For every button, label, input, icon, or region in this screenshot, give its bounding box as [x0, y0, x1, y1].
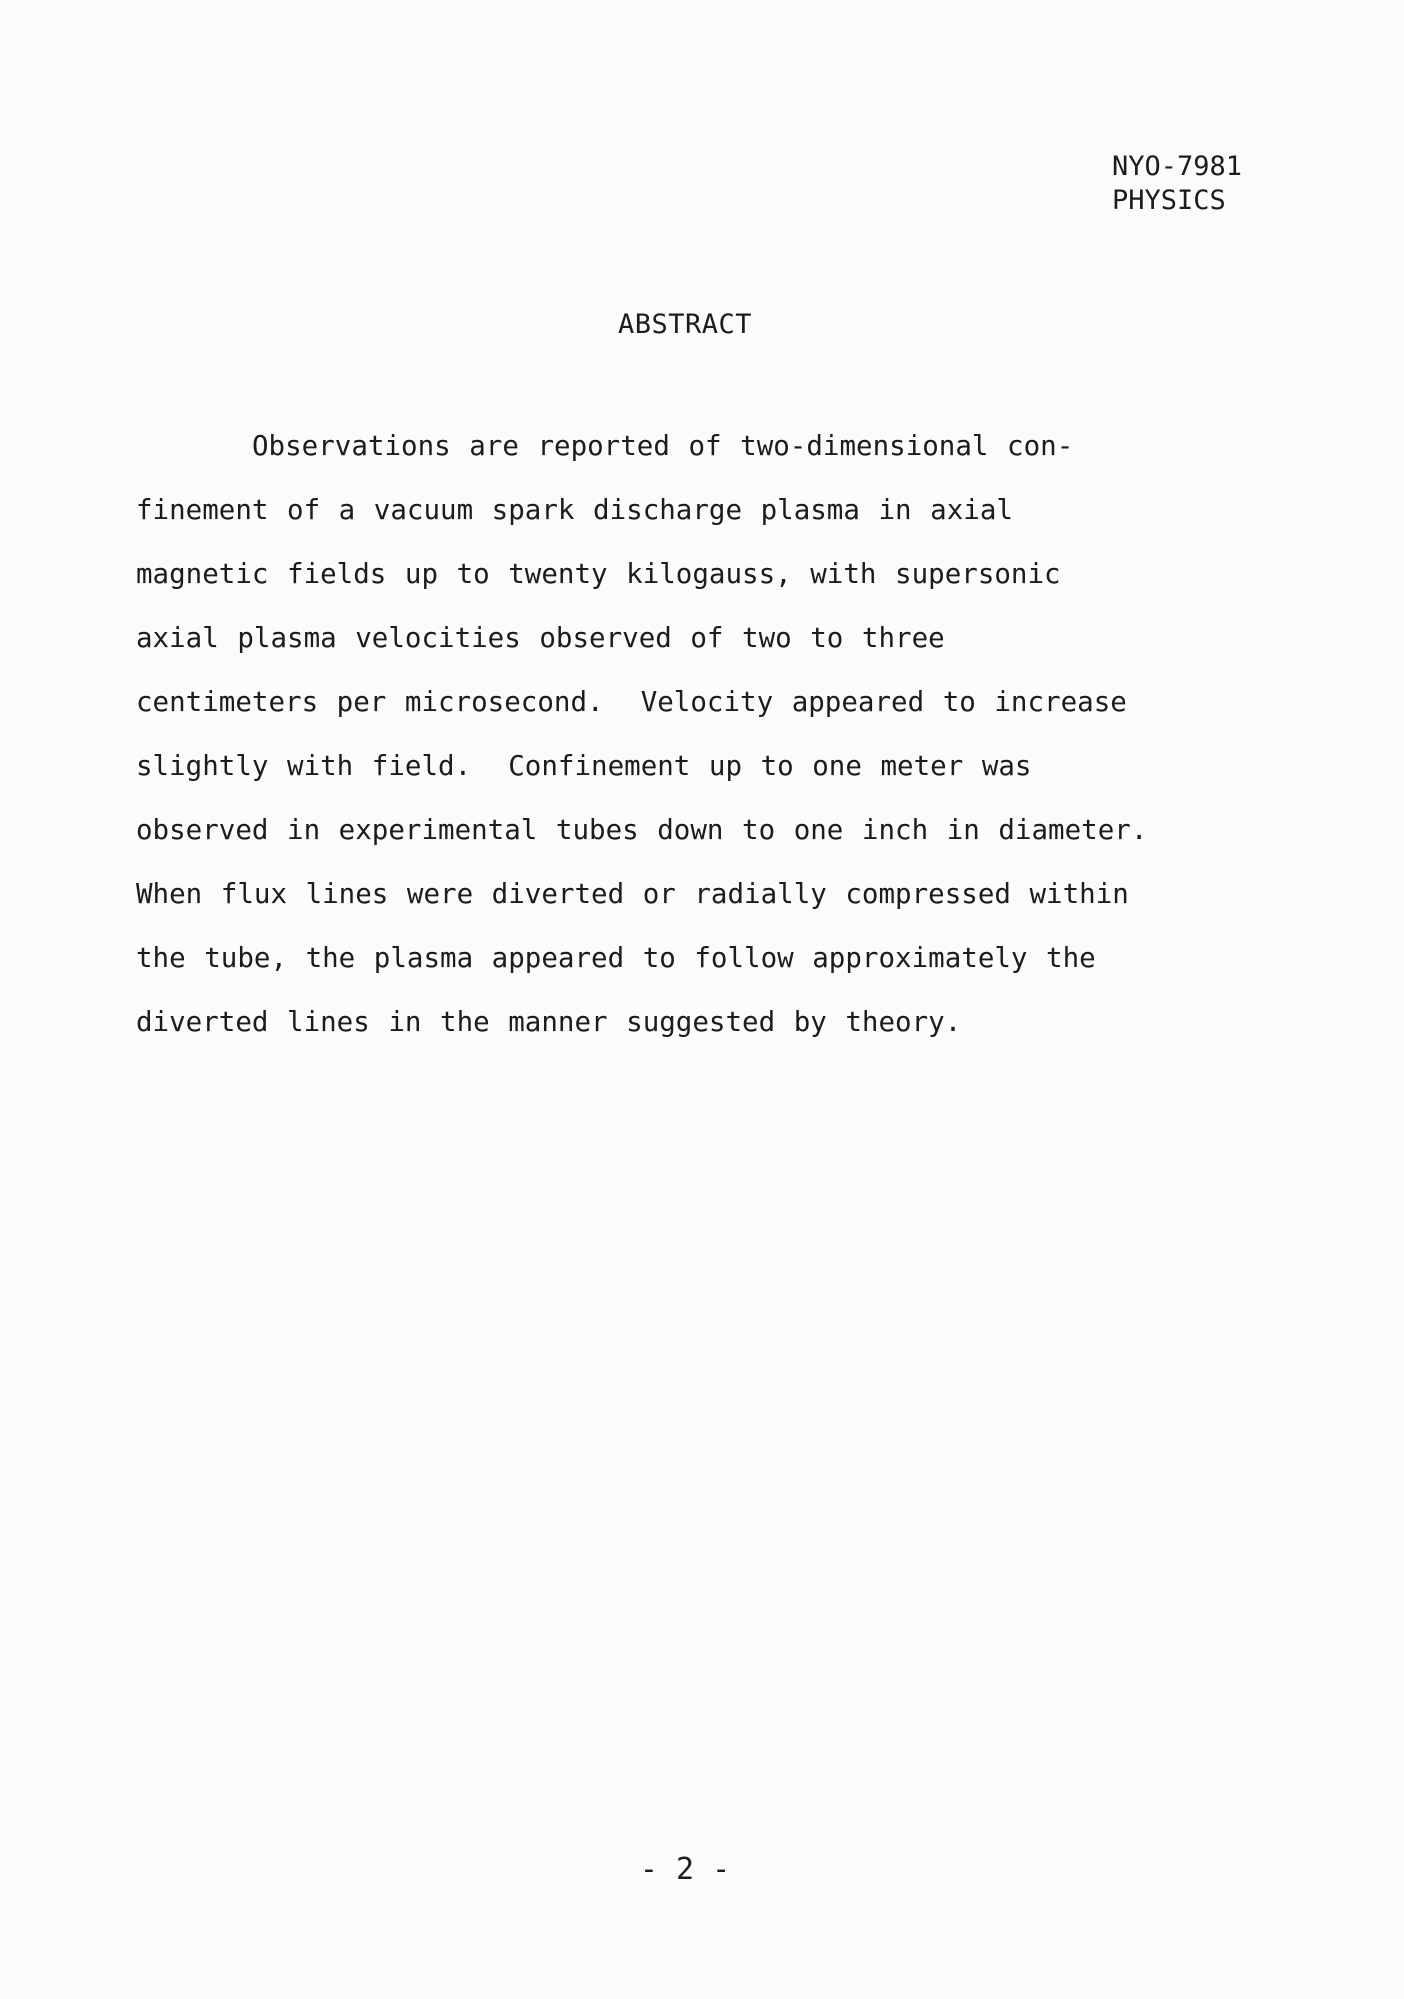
abstract-heading: ABSTRACT	[617, 309, 753, 340]
abstract-line: observed in experimental tubes down to one inch in diameter.	[136, 814, 1148, 846]
abstract-line: finement of a vacuum spark discharge plasma in axial	[136, 494, 1013, 526]
abstract-line: When flux lines were diverted or radially compressed within	[136, 878, 1129, 910]
abstract-line: slightly with field. Confinement up to one meter was	[136, 750, 1032, 782]
report-identifier	[1112, 150, 1242, 218]
abstract-line: magnetic fields up to twenty kilogauss, with supersonic	[136, 558, 1061, 590]
abstract-line: the tube, the plasma appeared to follow approximately the	[136, 942, 1096, 974]
page-number: - 2 -	[639, 1852, 731, 1887]
abstract-line: diverted lines in the manner suggested by theory.	[136, 1006, 962, 1038]
abstract-line: centimeters per microsecond. Velocity appeared to increase	[136, 686, 1127, 718]
abstract-body	[136, 414, 1276, 1054]
abstract-line: Observations are reported of two-dimensional con-	[252, 430, 1074, 462]
report-number: NYO-7981	[1111, 151, 1242, 182]
abstract-line: axial plasma velocities observed of two to three	[136, 622, 945, 654]
report-category: PHYSICS	[1111, 185, 1226, 216]
